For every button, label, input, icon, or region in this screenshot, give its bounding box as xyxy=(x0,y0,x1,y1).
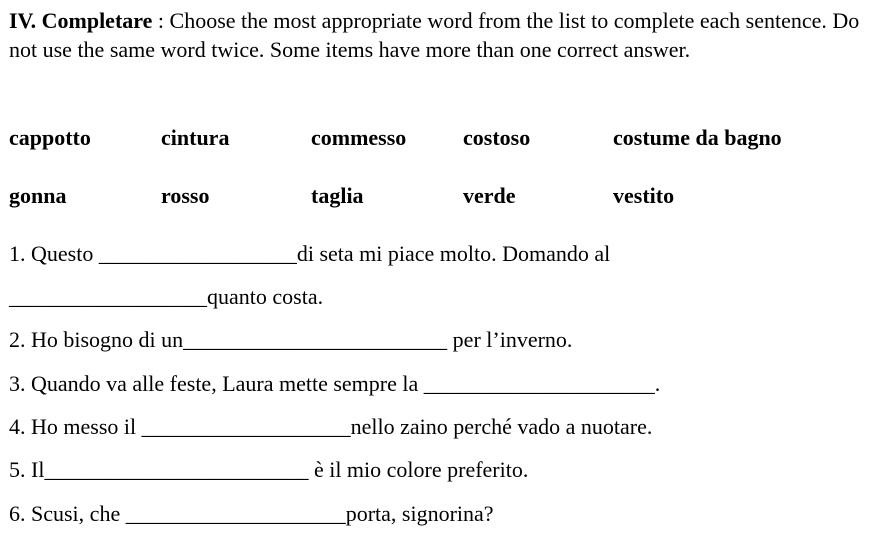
word-bank-item: cintura xyxy=(161,125,230,150)
sentence-4: 4. Ho messo il ___________________nello zaino perché vado a nuotare. xyxy=(9,414,653,439)
word-bank-item: commesso xyxy=(311,125,407,150)
word-bank-item: costume da bagno xyxy=(613,125,782,150)
section-title: IV. Completare xyxy=(9,8,153,33)
exercise-page xyxy=(9,6,879,526)
word-bank-item: taglia xyxy=(311,183,364,208)
word-bank-item: rosso xyxy=(161,183,210,208)
word-bank-item: verde xyxy=(463,183,516,208)
sentence-3: 3. Quando va alle feste, Laura mette sempre la _____________________. xyxy=(9,371,661,396)
word-bank-item: gonna xyxy=(9,183,67,208)
sentence-5: 5. Il________________________ è il mio colore preferito. xyxy=(9,457,529,482)
word-bank-item: vestito xyxy=(613,183,675,208)
sentence-1: 1. Questo __________________di seta mi piace molto. Domando al xyxy=(9,241,611,266)
sentence-6: 6. Scusi, che ____________________porta, signorina? xyxy=(9,501,494,526)
sentence-2: 2. Ho bisogno di un________________________ per l’inverno. xyxy=(9,327,573,352)
instructions-text: : Choose the most appropriate word from the list to complete each sentence. Do not use the same word twice. Some items have more than one correct answer. xyxy=(9,8,860,62)
word-bank-item: cappotto xyxy=(9,125,91,150)
instructions-paragraph xyxy=(9,6,879,64)
word-bank-item: costoso xyxy=(463,125,531,150)
sentence-1-continued: __________________quanto costa. xyxy=(9,284,324,309)
